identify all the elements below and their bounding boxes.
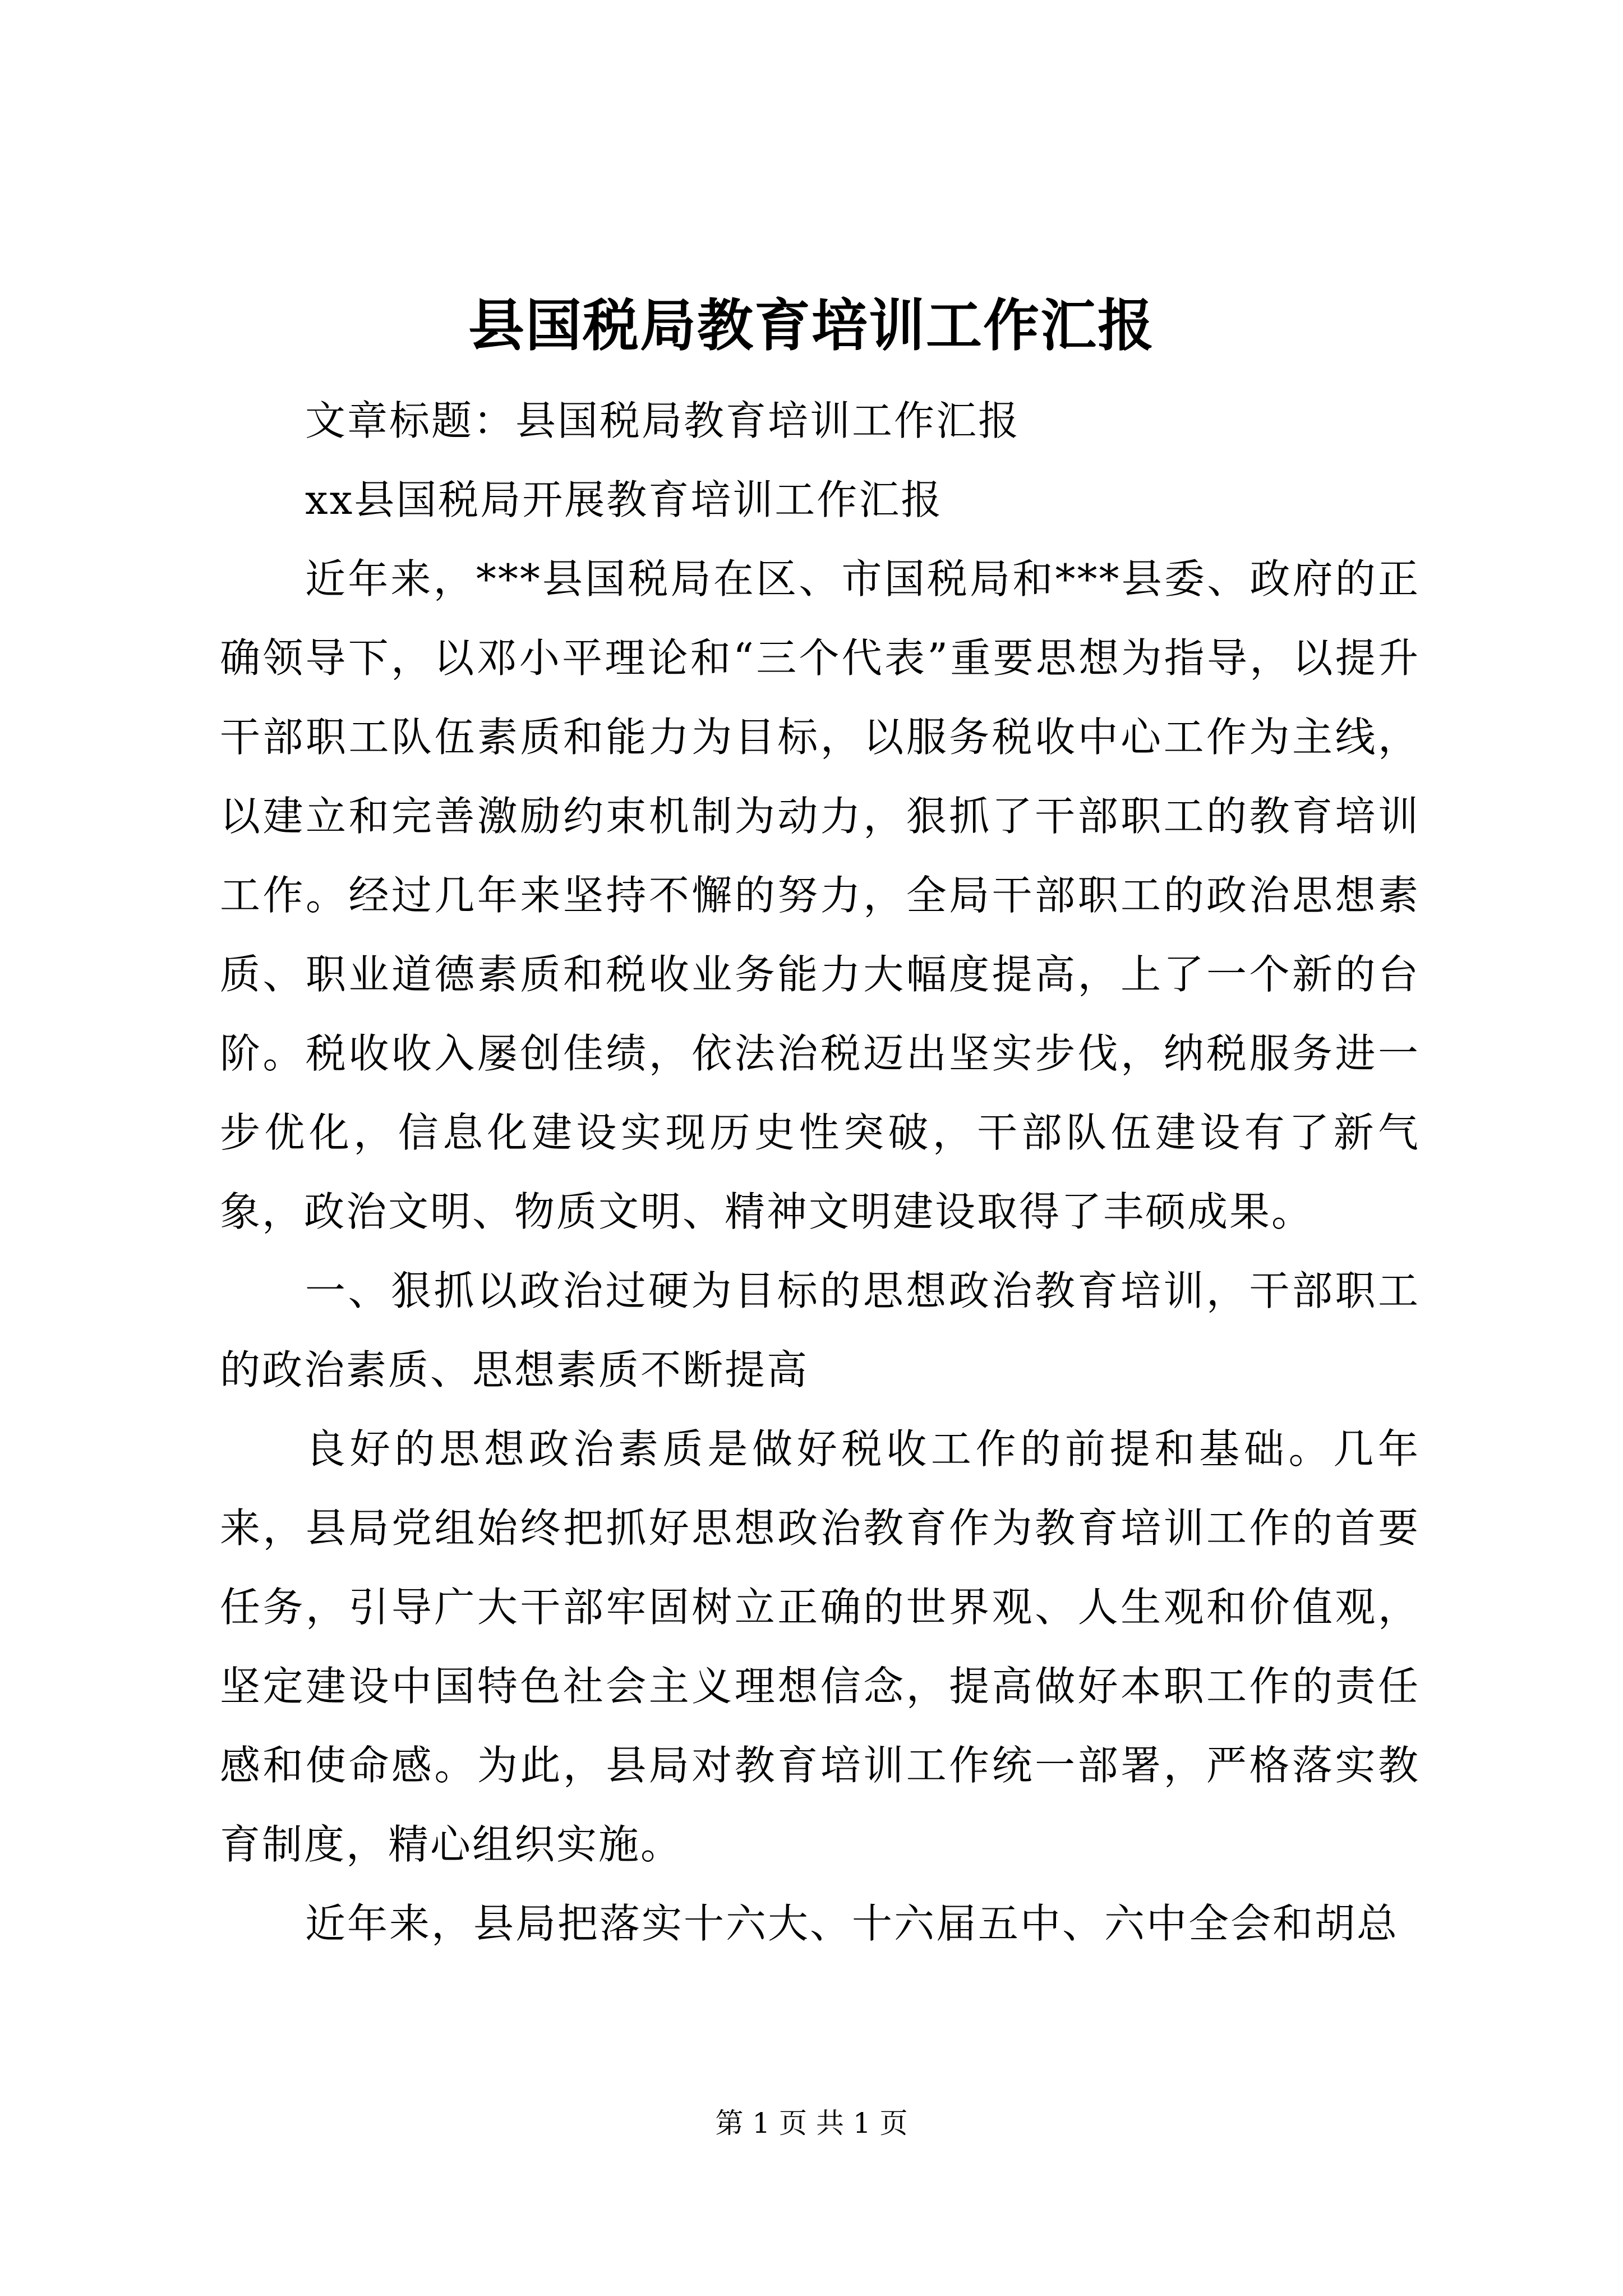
paragraph-section-heading-1: 一、狠抓以政治过硬为目标的思想政治教育培训，干部职工的政治素质、思想素质不断提高 [220, 1267, 1420, 1393]
paragraph-continuation: 近年来，县局把落实十六大、十六届五中、六中全会和胡总 [305, 1900, 1399, 1947]
paragraph-subtitle: xx县国税局开展教育培训工作汇报 [305, 476, 943, 523]
document-body [220, 381, 1420, 1963]
paragraph-intro: 近年来，***县国税局在区、市国税局和***县委、政府的正确领导下，以邓小平理论和“三个代表”重要思想为指导，以提升干部职工队伍素质和能力为目标，以服务税收中心工作为主线，以建立和完善激励约束机制为动力，狠抓了干部职工的教育培训工作。经过几年来坚持不懈的努力，全局干部职工的政治思想素质、职业道德素质和税收业务能力大幅度提高，上了一个新的台阶。税收收入屡创佳绩，依法治税迈出坚实步伐，纳税服务进一步优化，信息化建设实现历史性突破，干部队伍建设有了新气象，政治文明、物质文明、精神文明建设取得了丰硕成果。 [220, 555, 1420, 1235]
paragraph-section-body-1: 良好的思想政治素质是做好税收工作的前提和基础。几年来，县局党组始终把抓好思想政治教育作为教育培训工作的首要任务，引导广大干部牢固树立正确的世界观、人生观和价值观，坚定建设中国特色社会主义理想信念，提高做好本职工作的责任感和使命感。为此，县局对教育培训工作统一部署，严格落实教育制度，精心组织实施。 [220, 1425, 1420, 1868]
page-number-footer: 第 1 页 共 1 页 [715, 2107, 908, 2139]
paragraph-article-title: 文章标题：县国税局教育培训工作汇报 [305, 397, 1021, 444]
document-title: 县国税局教育培训工作汇报 [468, 292, 1155, 358]
